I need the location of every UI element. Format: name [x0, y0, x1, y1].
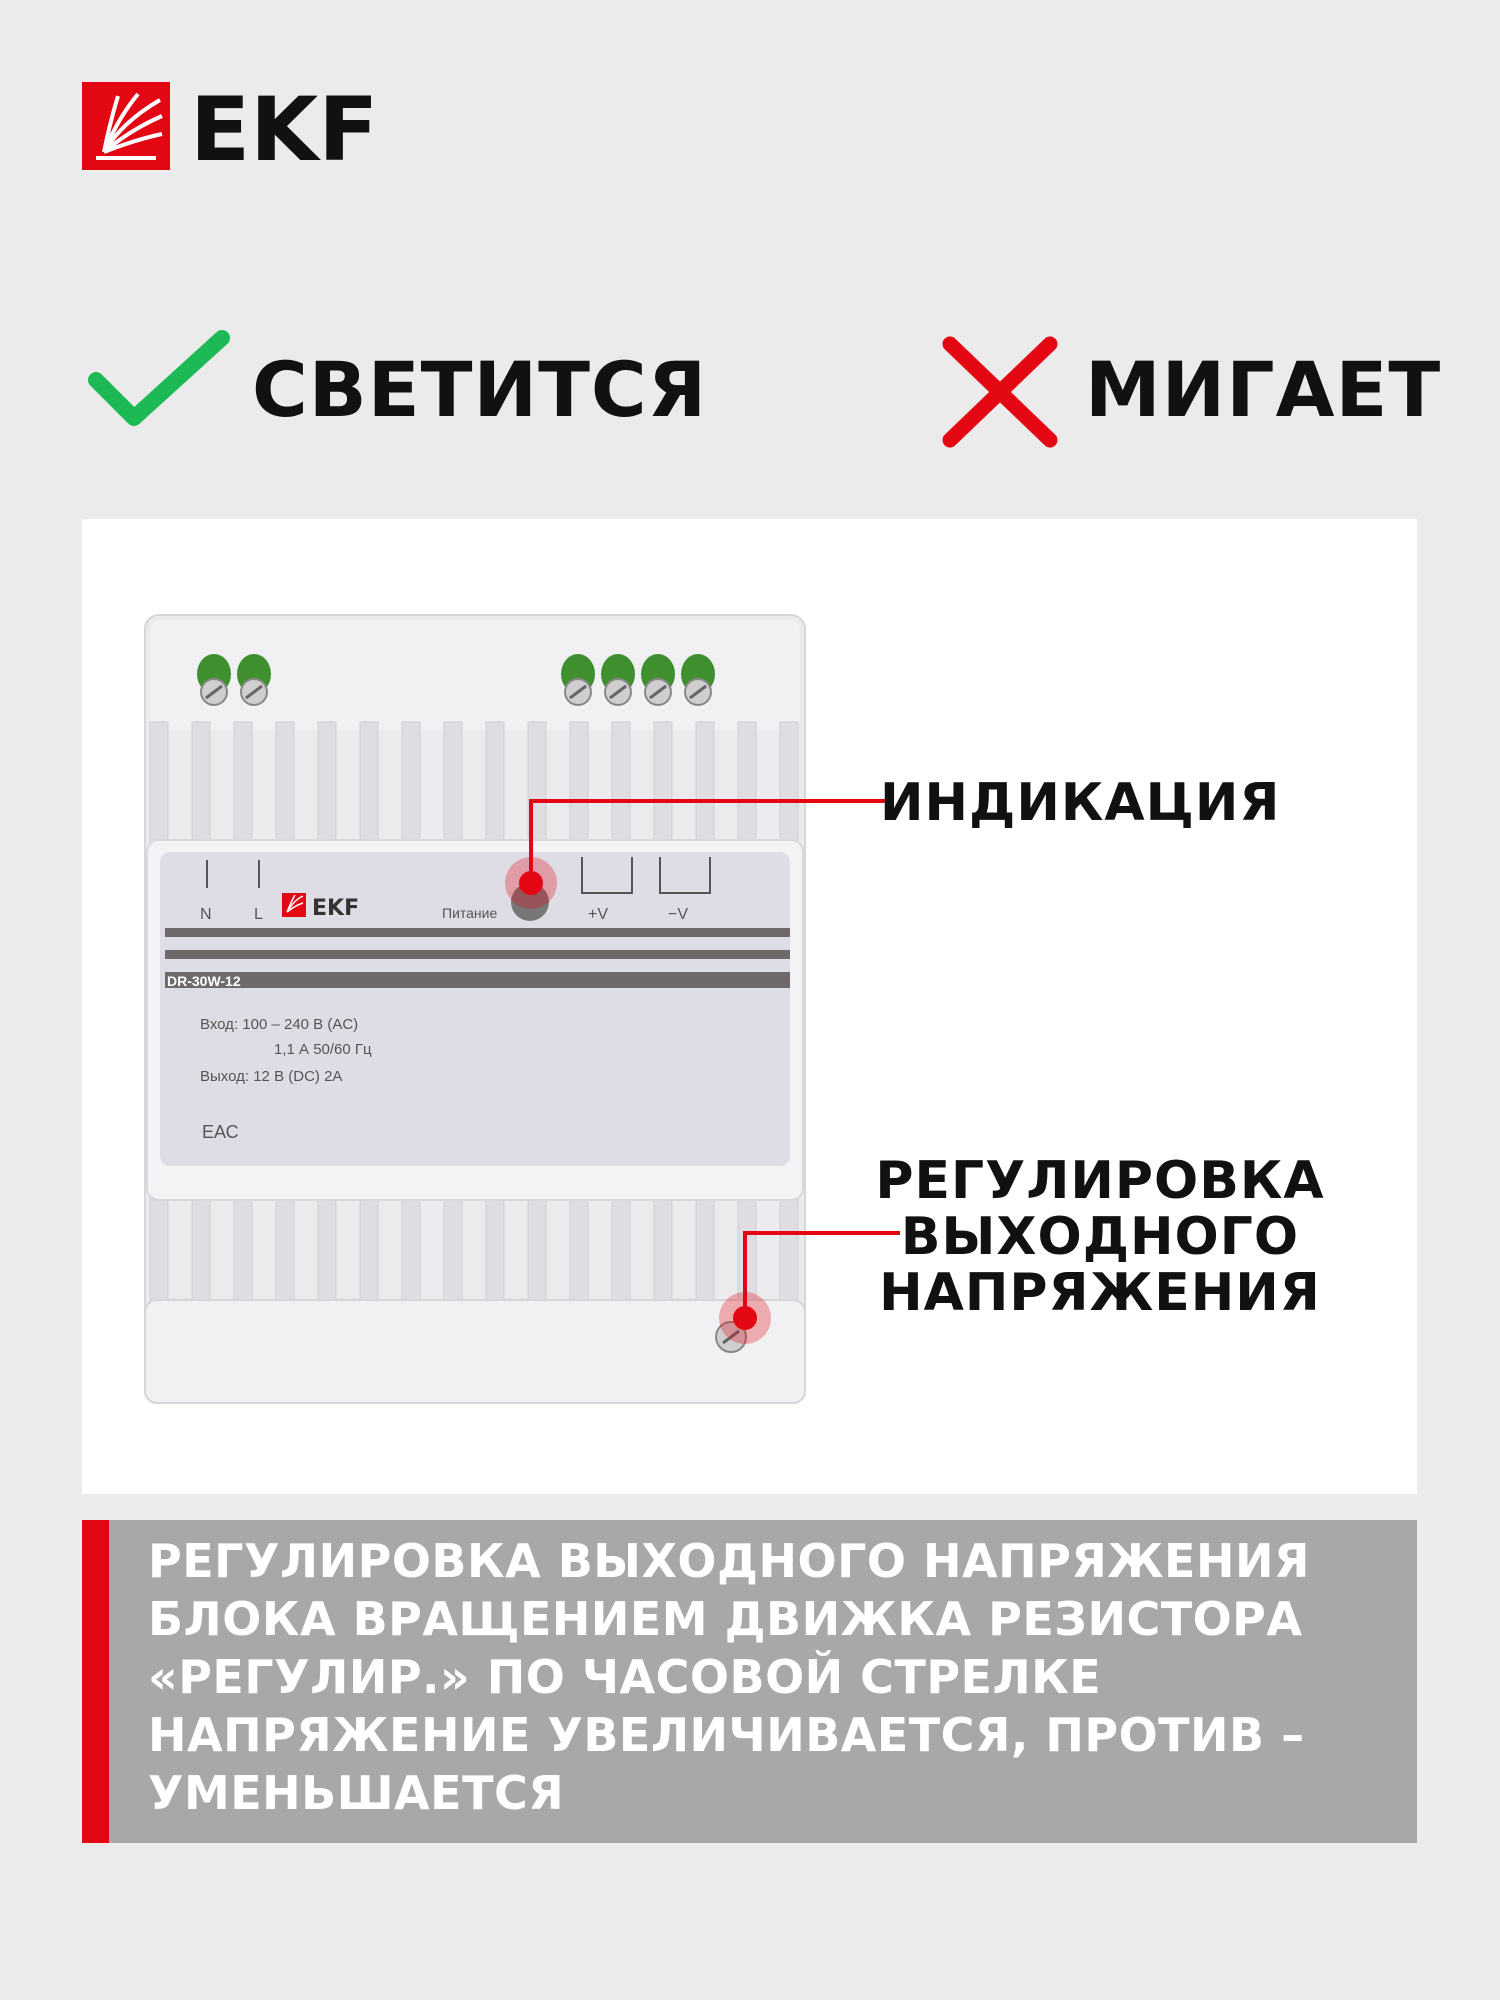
spec-output: Выход: 12 В (DC) 2A — [200, 1068, 343, 1085]
minus-v-label: −V — [668, 906, 689, 923]
callout-adjust — [855, 1153, 1345, 1321]
callout-adjust-line: ВЫХОДНОГО — [900, 1207, 1300, 1267]
callout-adjust-line: НАПРЯЖЕНИЯ — [879, 1263, 1321, 1323]
callout-indication: ИНДИКАЦИЯ — [880, 773, 1281, 833]
screw-icon — [601, 654, 635, 705]
label-stripe — [165, 972, 790, 988]
bottom-terminal-block — [145, 1300, 805, 1403]
label-stripe — [165, 950, 790, 959]
note-line: БЛОКА ВРАЩЕНИЕМ ДВИЖКА РЕЗИСТОРА — [148, 1592, 1303, 1646]
terminal-n-label: N — [200, 906, 212, 923]
logo-text: EKF — [190, 82, 379, 174]
note-text — [148, 1532, 1398, 1822]
note-accent-bar — [82, 1520, 109, 1843]
screw-icon — [197, 654, 231, 705]
screw-icon — [641, 654, 675, 705]
spec-current: 1,1 А 50/60 Гц — [274, 1041, 372, 1058]
screw-icon — [237, 654, 271, 705]
model-label: DR-30W-12 — [167, 973, 241, 989]
cert-mark: ЕАС — [202, 1122, 239, 1142]
screw-icon — [681, 654, 715, 705]
label-stripe — [165, 928, 790, 937]
front-label — [160, 852, 790, 1166]
note-line: «РЕГУЛИР.» ПО ЧАСОВОЙ СТРЕЛКЕ — [148, 1650, 1102, 1704]
plus-v-label: +V — [588, 906, 609, 923]
status-bad-label: МИГАЕТ — [1085, 345, 1442, 434]
note-line: УМЕНЬШАЕТСЯ — [148, 1766, 565, 1820]
screw-icon — [561, 654, 595, 705]
note-line: РЕГУЛИРОВКА ВЫХОДНОГО НАПРЯЖЕНИЯ — [148, 1534, 1310, 1588]
status-ok-label: СВЕТИТСЯ — [252, 345, 708, 434]
device-logo-text: EKF — [312, 896, 360, 921]
note-line: НАПРЯЖЕНИЕ УВЕЛИЧИВАЕТСЯ, ПРОТИВ – — [148, 1708, 1305, 1762]
power-label: Питание — [442, 905, 498, 921]
terminal-l-label: L — [254, 906, 263, 923]
callout-adjust-line: РЕГУЛИРОВКА — [875, 1151, 1325, 1211]
spec-input: Вход: 100 – 240 В (AC) — [200, 1016, 359, 1033]
